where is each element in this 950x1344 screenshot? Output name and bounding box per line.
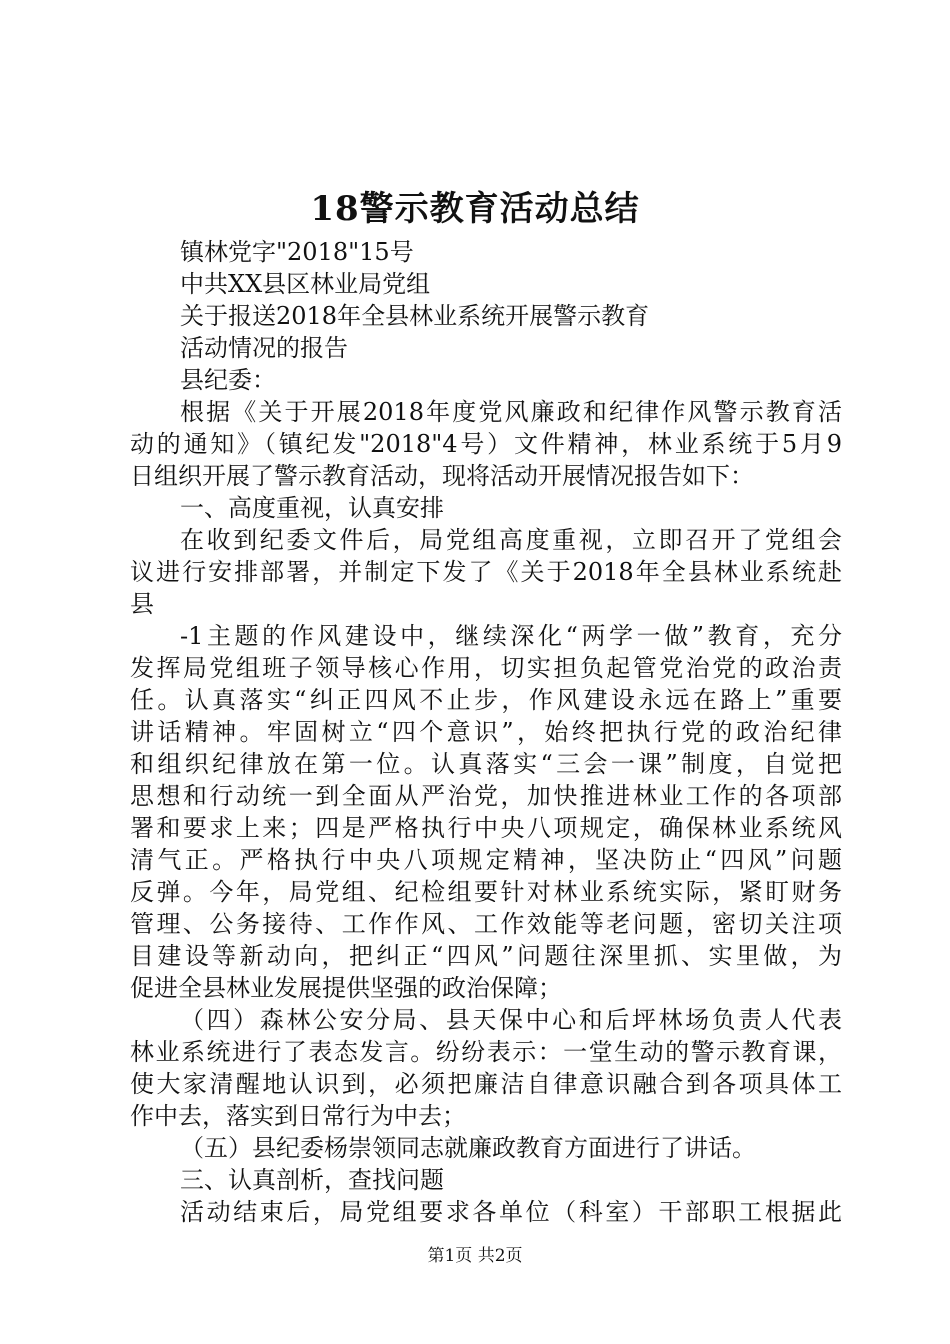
document-body: [130, 236, 842, 1228]
document-title: 18警示教育活动总结: [310, 189, 640, 229]
body-line: （五）县纪委杨崇领同志就廉政教育方面进行了讲话。: [180, 1134, 756, 1162]
body-line: 促进全县林业发展提供坚强的政治保障；: [130, 974, 562, 1002]
body-line: 三、认真剖析，查找问题: [180, 1166, 444, 1194]
body-line: 发挥局党组班子领导核心作用，切实担负起管党治党的政治责: [130, 654, 842, 682]
body-line: 根据《关于开展2018年度党风廉政和纪律作风警示教育活: [180, 398, 842, 426]
body-line: -1主题的作风建设中，继续深化“两学一做”教育，充分: [180, 622, 842, 650]
body-line: 反弹。今年，局党组、纪检组要针对林业系统实际，紧盯财务: [130, 878, 842, 906]
body-line: 县纪委：: [180, 366, 276, 394]
body-line: 活动情况的报告: [180, 334, 348, 362]
page-footer: 第1页 共2页: [427, 1246, 523, 1266]
body-line: 使大家清醒地认识到，必须把廉洁自律意识融合到各项具体工: [130, 1070, 842, 1098]
body-line: 林业系统进行了表态发言。纷纷表示：一堂生动的警示教育课，: [130, 1038, 842, 1066]
body-line: 作中去，落实到日常行为中去；: [130, 1102, 466, 1130]
body-line: 任。认真落实“纠正四风不止步，作风建设永远在路上”重要: [130, 686, 842, 714]
body-line: 署和要求上来；四是严格执行中央八项规定，确保林业系统风: [130, 814, 842, 842]
body-line: 清气正。严格执行中央八项规定精神，坚决防止“四风”问题: [130, 846, 842, 874]
body-line: 活动结束后，局党组要求各单位（科室）干部职工根据此: [180, 1198, 842, 1226]
body-line: （四）森林公安分局、县天保中心和后坪林场负责人代表: [180, 1006, 842, 1034]
body-line: 目建设等新动向，把纠正“四风”问题往深里抓、实里做，为: [130, 942, 842, 970]
body-line: 动的通知》（镇纪发"2018"4号）文件精神，林业系统于5月9: [130, 430, 842, 458]
body-line: 一、高度重视，认真安排: [180, 494, 444, 522]
body-line: 讲话精神。牢固树立“四个意识”，始终把执行党的政治纪律: [130, 718, 842, 746]
body-line: 思想和行动统一到全面从严治党，加快推进林业工作的各项部: [130, 782, 842, 810]
body-line: 中共XX县区林业局党组: [180, 270, 431, 298]
body-line: 议进行安排部署，并制定下发了《关于2018年全县林业系统赴: [130, 558, 842, 586]
body-line: 县: [130, 590, 154, 618]
body-line: 日组织开展了警示教育活动，现将活动开展情况报告如下：: [130, 462, 754, 490]
body-line: 镇林党字"2018"15号: [180, 238, 414, 266]
body-line: 在收到纪委文件后，局党组高度重视，立即召开了党组会: [180, 526, 842, 554]
body-line: 关于报送2018年全县林业系统开展警示教育: [180, 302, 650, 330]
body-line: 和组织纪律放在第一位。认真落实“三会一课”制度，自觉把: [130, 750, 842, 778]
body-line: 管理、公务接待、工作作风、工作效能等老问题，密切关注项: [130, 910, 842, 938]
